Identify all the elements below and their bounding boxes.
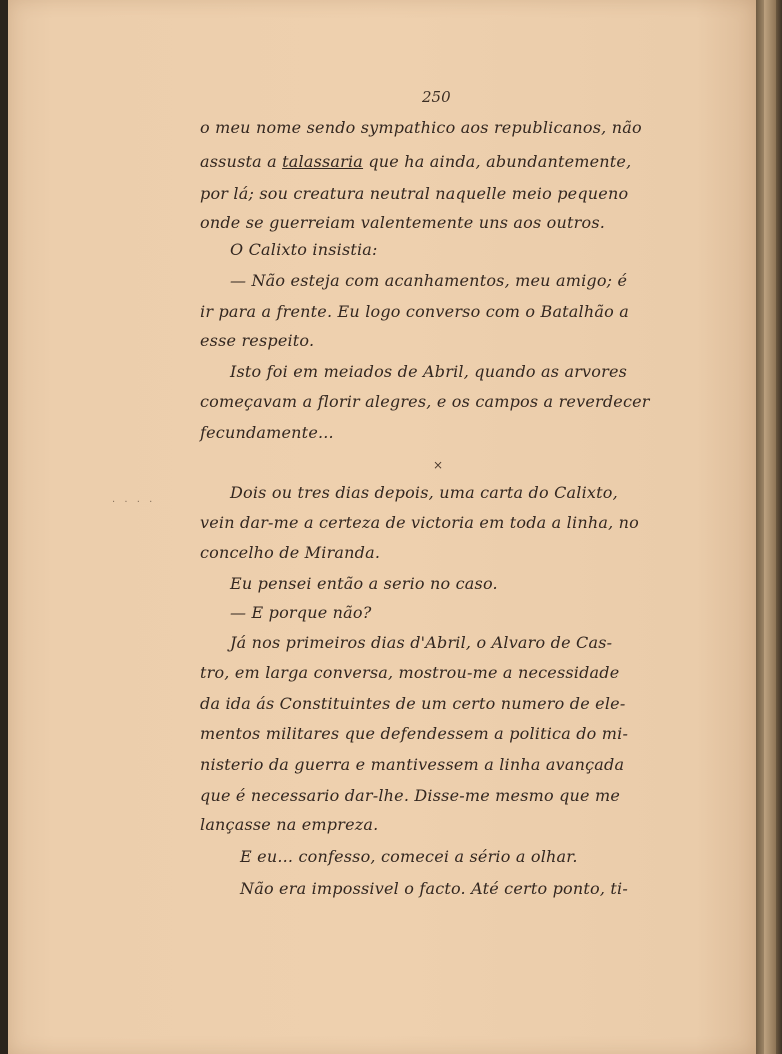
text-line: Não era impossivel o facto. Até certo ponto, ti- xyxy=(240,879,628,898)
text-line: mentos militares que defendessem a politica do mi- xyxy=(200,724,629,743)
text-line: Dois ou tres dias depois, uma carta do Calixto, xyxy=(230,483,618,502)
margin-marks: . . . . xyxy=(112,494,156,505)
text-line: onde se guerreiam valentemente uns aos outros. xyxy=(200,213,606,232)
text-line: por lá; sou creatura neutral naquelle meio pequeno xyxy=(200,184,629,203)
text-line: da ida ás Constituintes de um certo numero de ele- xyxy=(200,694,626,713)
underlined-word: talassaria xyxy=(282,152,364,171)
text-line: — Não esteja com acanhamentos, meu amigo; é xyxy=(230,271,628,290)
text-line: O Calixto insistia: xyxy=(230,240,378,259)
text-line: E eu... confesso, comecei a sério a olhar. xyxy=(240,847,578,866)
text-line-part: que ha ainda, abundantemente, xyxy=(363,152,632,171)
text-line: o meu nome sendo sympathico aos republicanos, não xyxy=(200,118,642,137)
text-line xyxy=(200,152,631,171)
text-line: concelho de Miranda. xyxy=(200,543,381,562)
text-line: começavam a florir alegres, e os campos a reverdecer xyxy=(200,392,650,411)
text-line: fecundamente... xyxy=(200,423,334,442)
text-line: Isto foi em meiados de Abril, quando as arvores xyxy=(230,362,628,381)
text-line: Eu pensei então a serio no caso. xyxy=(230,574,498,593)
book-edge-highlight xyxy=(764,0,776,1054)
section-mark: × xyxy=(433,458,444,472)
text-line: — E porque não? xyxy=(230,603,372,622)
page-number: 250 xyxy=(422,88,451,106)
text-line: nisterio da guerra e mantivessem a linha avançada xyxy=(200,755,625,774)
text-line: lançasse na emprezа. xyxy=(200,815,379,834)
text-line: vein dar-me a certeza de victoria em toda a linha, no xyxy=(200,513,639,532)
text-line: ir para a frente. Eu logo converso com o Batalhão a xyxy=(200,302,629,321)
text-line: tro, em larga conversa, mostrou-me a necessidade xyxy=(200,663,620,682)
text-line: esse respeito. xyxy=(200,331,315,350)
text-line: Já nos primeiros dias d'Abril, o Alvaro de Cas- xyxy=(230,633,613,652)
text-line-part: assusta a xyxy=(200,152,283,171)
text-line: que é necessario dar-lhe. Disse-me mesmo que me xyxy=(200,786,621,805)
